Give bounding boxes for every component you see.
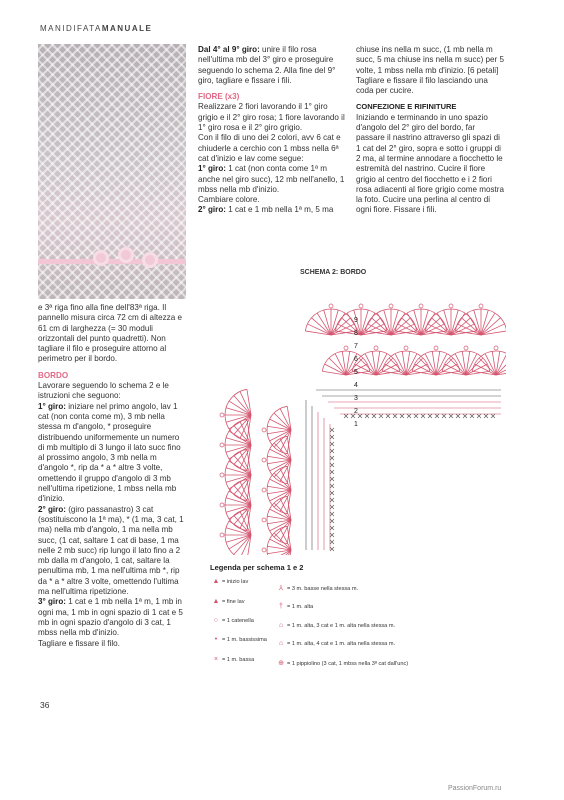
paragraph: chiuse ins nella m succ, (1 mb nella m succ, 5 ma chiuse ins nella m succ) per 5 volte, 1 mbss nella mb d'inizio. [6 petali] Tagliare e fissare il filo lasciando una coda per cucire. xyxy=(356,45,504,96)
legend-text: = 1 m. alta xyxy=(287,604,314,610)
page-number: 36 xyxy=(40,700,50,710)
legend-item xyxy=(275,640,395,647)
round-number: 5 xyxy=(354,369,358,376)
paragraph: Iniziando e terminando in uno spazio d'angolo del 2° giro del bordo, far passare il nastrino attraverso gli spazi di 1 cat del 2° giro, sopra e sotto i gruppi di 2 ma, al termine annodare a fiocchetto le estremità del nastrino. Cucire il fiore grigio al centro del fiocchetto e i 2 fiori rosa adiacenti al fiore grigio come mostra la foto. Cucire una perlina al centro di ogni fiore. Fissare i fili. xyxy=(356,112,505,215)
legend-symbol-icon: ▲ xyxy=(212,578,220,585)
legend-item xyxy=(210,598,245,605)
picot-icon xyxy=(434,346,438,350)
legend-text: = 1 pippiolino (3 cat, 1 mbss nella 3ª cat dall'unc) xyxy=(287,661,409,667)
round-number: 1 xyxy=(354,421,358,428)
legend-symbol-icon: ⅄ xyxy=(278,585,284,592)
picot-icon xyxy=(220,413,224,417)
fan-arc xyxy=(225,509,247,555)
legend-symbol-icon: ▲ xyxy=(212,598,220,605)
flower-decoration xyxy=(93,250,109,266)
legend-item xyxy=(210,636,267,643)
picot-icon xyxy=(479,304,483,308)
picot-icon xyxy=(262,518,266,522)
legend-symbol-icon: × xyxy=(213,656,219,663)
picot-icon xyxy=(344,346,348,350)
round-numbers xyxy=(354,317,358,428)
picot-icon xyxy=(374,346,378,350)
picot-icon xyxy=(262,458,266,462)
picot-icon xyxy=(449,304,453,308)
picot-icon xyxy=(389,304,393,308)
round-number: 3 xyxy=(354,395,358,402)
legend-item xyxy=(275,659,408,667)
paragraph: Con il filo di uno dei 2 colori, avv 6 cat e chiuderle a cerchio con 1 mbss nella 6ª cat d'inizio e lav come segue: xyxy=(198,133,341,163)
paragraph: 1° giro: iniziare nel primo angolo, lav 1 cat (non conta come m), 3 mb nella stessa m d'angolo, * proseguire distribuendo uniformemente un numero di mb multiplo di 3 lungo il lato succ fino al prossimo angolo, 3 mb nella m d'angolo *, rip da * a * altre 3 volte, omettendo il gruppo d'angolo di 3 mb nell'ultima ripetizione, 1 mbss nella mb d'inizio. xyxy=(38,401,181,504)
schema-title: SCHEMA 2: BORDO xyxy=(300,269,367,276)
legend-text: = 1 m. alta, 4 cat e 1 m. alta nella stessa m. xyxy=(287,641,396,647)
legend-symbol-icon: ⌂ xyxy=(278,622,284,629)
picot-icon xyxy=(419,304,423,308)
section-heading-bordo: BORDO xyxy=(38,370,69,380)
round-number: 7 xyxy=(354,343,358,350)
legend-symbol-icon: ○ xyxy=(213,617,219,624)
paragraph: e 3ª riga fino alla fine dell'83ª riga. Il pannello misura circa 72 cm di altezza e 61 cm di larghezza (= 30 moduli orizzontali del punto quadretti). Non tagliare il filo e proseguire attorno al perimetro per il bordo. xyxy=(38,303,182,364)
column-middle-top xyxy=(198,45,348,216)
picot-icon xyxy=(220,533,224,537)
fan-stitch xyxy=(226,408,251,415)
legend-text: = 1 catenella xyxy=(222,618,254,624)
legend-item xyxy=(275,584,358,592)
legend-item xyxy=(210,617,254,624)
picot-icon xyxy=(262,428,266,432)
round-number: 8 xyxy=(354,330,358,337)
picot-icon xyxy=(329,304,333,308)
fan-column-left xyxy=(220,389,291,555)
flower-decoration xyxy=(118,247,134,263)
magazine-header xyxy=(40,24,152,33)
picot-icon xyxy=(220,503,224,507)
picot-icon xyxy=(262,488,266,492)
fan-stitch xyxy=(226,535,251,542)
legend-item xyxy=(210,656,254,663)
ribbon-stripe xyxy=(38,259,186,264)
watermark: PassionForum.ru xyxy=(448,785,502,792)
paragraph: Tagliare e fissare il filo. xyxy=(38,638,120,648)
fan-stitch xyxy=(481,310,488,335)
column-right-top xyxy=(356,45,506,216)
legend-text: = 1 m. alta, 3 cat e 1 m. alta nella stessa m. xyxy=(287,623,396,629)
picot-icon xyxy=(359,304,363,308)
brand-light: MANIDIFATA xyxy=(40,24,102,33)
stitch-grid xyxy=(306,390,501,551)
column-left xyxy=(38,303,186,649)
fan-stitch xyxy=(247,535,251,555)
paragraph: Dal 4° al 9° giro: unire il filo rosa nell'ultima mb del 3° giro e proseguire seguendo lo schema 2. Alla fine del 9° giro, tagliare e fissare i fili. xyxy=(198,45,336,85)
paragraph: Lavorare seguendo lo schema 2 e le istruzioni che seguono: xyxy=(38,381,169,401)
paragraph: Realizzare 2 fiori lavorando il 1° giro grigio e il 2° giro rosa; 1 fiore lavorando il 1° giro rosa e il 2° giro grigio. xyxy=(198,102,345,133)
legend-text: = 1 m. bassissima xyxy=(222,637,267,643)
paragraph: 2° giro: 1 cat e 1 mb nella 1ª m, 5 ma xyxy=(198,205,334,215)
picot-icon xyxy=(494,346,498,350)
flower-decoration xyxy=(142,252,158,268)
round-number: 6 xyxy=(354,356,358,363)
picot-icon xyxy=(404,346,408,350)
fan-row-top xyxy=(305,304,506,375)
legend-item xyxy=(275,603,313,610)
round-number: 2 xyxy=(354,408,358,415)
legend-text: = inizio lav xyxy=(222,579,249,585)
picot-icon xyxy=(220,473,224,477)
paragraph: 2° giro: (giro passanastro) 3 cat (sostituiscono la 1ª ma), * (1 ma, 3 cat, 1 ma) nella mb d'angolo, 1 ma nella mb succ, (1 cat, saltare 1 cat di base, 1 ma nelle 2 mb succ) rip lungo il lato fino a 2 mb dalla m d'angolo, 1 cat, saltare la penultima mb, 1 ma nell'ultima mb *, rip da * a * altre 3 volte, omettendo l'ultima ma nell'ultima ripetizione. xyxy=(38,504,184,597)
round-number: 9 xyxy=(354,317,358,324)
legend-text: = fine lav xyxy=(222,599,245,605)
legend-symbol-icon: † xyxy=(279,603,283,610)
legend-symbol-icon: • xyxy=(214,636,218,643)
crochet-border-diagram xyxy=(196,280,506,555)
blanket-photo xyxy=(38,44,186,299)
paragraph: Cambiare colore. xyxy=(198,195,260,205)
legend-title: Legenda per schema 1 e 2 xyxy=(210,563,304,572)
paragraph: 3° giro: 1 cat e 1 mb nella 1ª m, 1 mb in ogni ma, 1 mb in ogni spazio di 1 cat e 5 mb in ogni spazio d'angolo di 3 cat, 1 mbss nella mb d'inizio. xyxy=(38,597,183,638)
paragraph: 1° giro: 1 cat (non conta come 1ª m anche nel giro succ), 12 mb nell'anello, 1 mbss nella mb d'inizio. xyxy=(198,164,345,194)
picot-icon xyxy=(262,548,266,552)
legend-item xyxy=(210,578,248,585)
picot-icon xyxy=(464,346,468,350)
round-number: 4 xyxy=(354,382,358,389)
legend-symbol-icon: ⊕ xyxy=(278,660,284,667)
picot-icon xyxy=(220,443,224,447)
fan-stitch xyxy=(324,310,331,335)
legend-symbol-icon: ⌂ xyxy=(278,640,284,647)
legend-text: = 1 m. bassa xyxy=(222,657,255,663)
legend-item xyxy=(275,622,395,629)
brand-bold: MANUALE xyxy=(101,24,153,33)
section-heading-confezione: CONFEZIONE E RIFINITURE xyxy=(356,102,457,112)
section-heading-fiore: FIORE (x3) xyxy=(198,92,240,102)
legend-text: = 3 m. basse nella stessa m. xyxy=(287,586,359,592)
